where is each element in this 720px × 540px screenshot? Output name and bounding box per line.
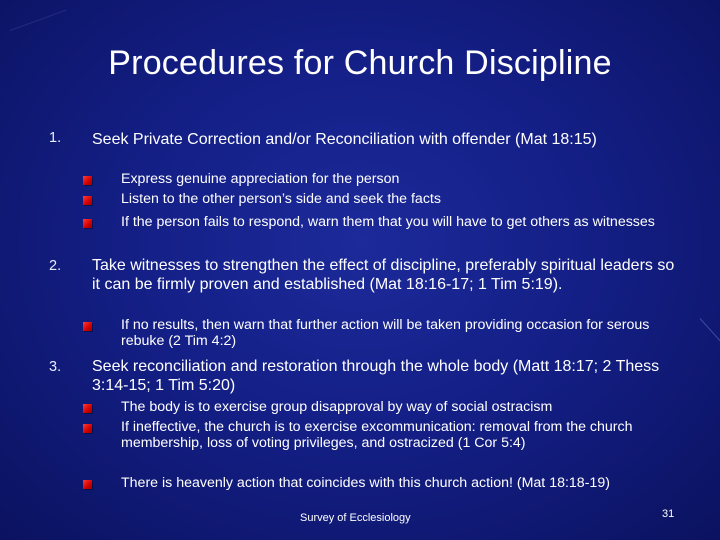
red-square-bullet-icon [83,404,92,413]
bullet-text: If the person fails to respond, warn them that you will have to get others as witnesses [121,214,655,230]
slide-title: Procedures for Church Discipline [108,44,612,82]
bullet-text: Express genuine appreciation for the person [121,171,400,187]
bullet-text: Listen to the other person’s side and seek the facts [121,191,441,207]
red-square-bullet-icon [83,424,92,433]
red-square-bullet-icon [83,480,92,489]
bullet-text: If no results, then warn that further action will be taken providing occasion for serous rebuke (2 Tim 4:2) [121,317,650,349]
background-streak [10,10,67,31]
item-text: Seek Private Correction and/or Reconciliation with offender (Mat 18:15) [92,131,597,148]
red-square-bullet-icon [83,196,92,205]
item-number: 3. [49,359,62,375]
red-square-bullet-icon [83,322,92,331]
item-number: 2. [49,258,62,274]
red-square-bullet-icon [83,219,92,228]
bullet-text: The body is to exercise group disapproval by way of social ostracism [121,399,553,415]
page-number: 31 [662,508,675,520]
background-streak [700,318,720,348]
bullet-text: If ineffective, the church is to exercise excommunication: removal from the church membership, loss of voting privileges, and ostracized (1 Cor 5:4) [121,419,633,451]
item-text: Take witnesses to strengthen the effect of discipline, preferably spiritual leaders so it can be firmly proven and established (Mat 18:16-17; 1 Tim 5:19). [92,257,675,293]
bullet-text: There is heavenly action that coincides with this church action! (Mat 18:18-19) [121,475,610,491]
slide-footer: Survey of Ecclesiology [300,512,411,524]
item-number: 1. [49,130,62,146]
item-text: Seek reconciliation and restoration through the whole body (Matt 18:17; 2 Thess 3:14-15; 1 Tim 5:20) [92,358,660,394]
red-square-bullet-icon [83,176,92,185]
